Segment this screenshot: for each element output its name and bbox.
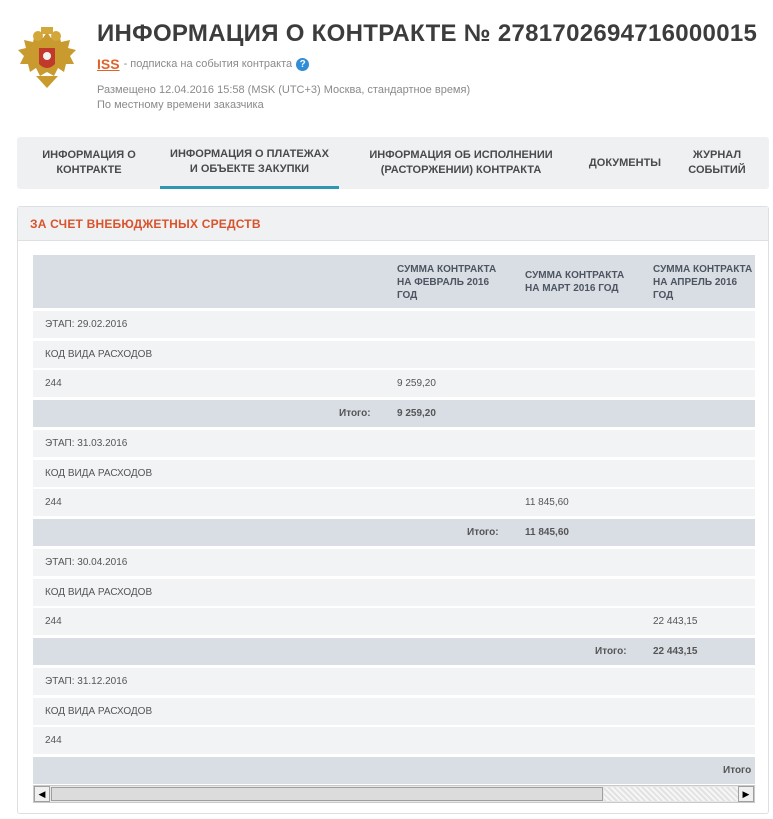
code-label-row: КОД ВИДА РАСХОДОВ (33, 698, 755, 725)
question-circle-icon[interactable]: ? (296, 58, 309, 71)
stage-row: ЭТАП: 31.12.2016 (33, 668, 755, 695)
panel-title: ЗА СЧЕТ ВНЕБЮДЖЕТНЫХ СРЕДСТВ (30, 217, 261, 231)
tab-event-log[interactable]: ЖУРНАЛ СОБЫТИЙ (688, 149, 746, 176)
tab-bar (17, 137, 769, 189)
column-header-march: СУММА КОНТРАКТА НА МАРТ 2016 ГОД (525, 270, 625, 294)
russian-coat-of-arms-icon (14, 26, 80, 94)
column-header-february: СУММА КОНТРАКТА НА ФЕВРАЛЬ 2016 ГОД (397, 264, 497, 301)
stage-row: ЭТАП: 29.02.2016 (33, 311, 755, 338)
scroll-left-icon[interactable]: ◀ (34, 786, 50, 802)
code-row: 244 11 845,60 (33, 489, 755, 516)
code-row: 244 22 443,15 (33, 608, 755, 635)
scroll-right-icon[interactable]: ▶ (738, 786, 754, 802)
horizontal-scrollbar[interactable] (33, 785, 755, 803)
code-label-row: КОД ВИДА РАСХОДОВ (33, 460, 755, 487)
table-header-row (33, 255, 755, 308)
total-row: Итого (33, 757, 755, 784)
code-label-row: КОД ВИДА РАСХОДОВ (33, 579, 755, 606)
code-row: 244 (33, 727, 755, 754)
total-row: Итого: 11 845,60 (33, 519, 755, 546)
tab-documents[interactable]: ДОКУМЕНТЫ (588, 156, 662, 169)
tab-contract-info[interactable]: ИНФОРМАЦИЯ О КОНТРАКТЕ (42, 149, 136, 176)
extrabudgetary-funds-panel (17, 206, 769, 814)
stage-row: ЭТАП: 30.04.2016 (33, 549, 755, 576)
page-title: ИНФОРМАЦИЯ О КОНТРАКТЕ № 2781702694716000015 (97, 20, 758, 47)
stage-row: ЭТАП: 31.03.2016 (33, 430, 755, 457)
column-header-april: СУММА КОНТРАКТА НА АПРЕЛЬ 2016 ГОД (653, 264, 753, 301)
scrollbar-thumb[interactable] (51, 787, 603, 801)
iss-link[interactable]: ISS (97, 56, 120, 72)
code-label-row: КОД ВИДА РАСХОДОВ (33, 341, 755, 368)
code-row: 244 9 259,20 (33, 370, 755, 397)
tab-execution-info[interactable]: ИНФОРМАЦИЯ ОБ ИСПОЛНЕНИИ (РАСТОРЖЕНИИ) КОНТРАКТА (369, 149, 553, 176)
posted-date: Размещено 12.04.2016 15:58 (MSK (UTC+3) Москва, стандартное время) (97, 84, 471, 96)
total-row: Итого: 22 443,15 (33, 638, 755, 665)
tab-payments-info[interactable]: ИНФОРМАЦИЯ О ПЛАТЕЖАХ И ОБЪЕКТЕ ЗАКУПКИ (160, 137, 339, 189)
scrollbar-track[interactable] (604, 787, 738, 801)
payments-table (33, 255, 755, 785)
total-row: Итого: 9 259,20 (33, 400, 755, 427)
subscribe-row (97, 56, 309, 72)
subscribe-text: - подписка на события контракта (123, 58, 293, 70)
local-time-note: По местному времени заказчика (97, 99, 264, 111)
